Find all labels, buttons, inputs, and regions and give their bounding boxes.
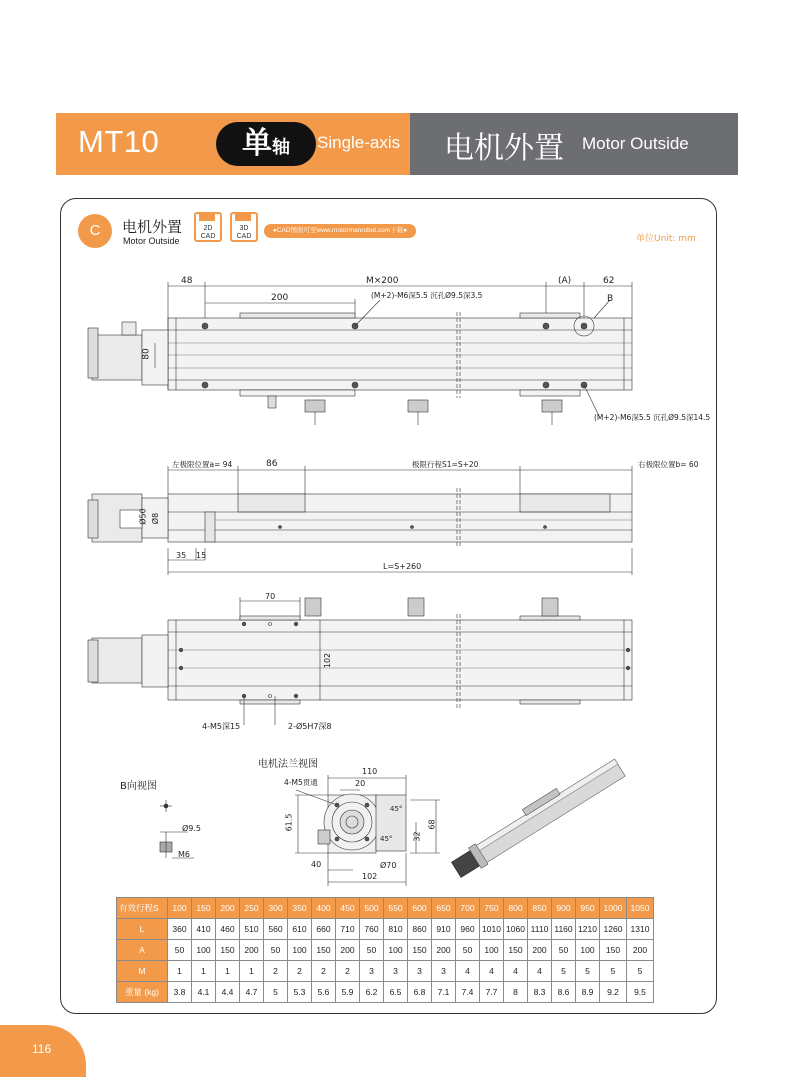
table-cell: 1 <box>240 961 264 982</box>
stroke-cell: 350 <box>288 898 312 919</box>
table-cell: 4 <box>480 961 504 982</box>
table-cell: 200 <box>627 940 654 961</box>
table-cell: 50 <box>456 940 480 961</box>
table-cell: 8.9 <box>576 982 600 1003</box>
table-cell: 910 <box>432 919 456 940</box>
table-cell: 50 <box>552 940 576 961</box>
dim-40: 40 <box>311 860 322 869</box>
table-cell: 4 <box>456 961 480 982</box>
stroke-cell: 250 <box>240 898 264 919</box>
table-cell: 4.7 <box>240 982 264 1003</box>
table-cell: 5.9 <box>336 982 360 1003</box>
table-cell: 150 <box>216 940 240 961</box>
table-cell: 150 <box>312 940 336 961</box>
dim-70: 70 <box>265 592 276 601</box>
dim-45b: 45° <box>380 835 393 843</box>
unit-label: 单位Unit: mm <box>636 234 696 244</box>
table-cell: 100 <box>288 940 312 961</box>
table-row <box>117 982 654 1003</box>
table-cell: 2 <box>312 961 336 982</box>
dia-8: Ø8 <box>151 512 161 525</box>
table-cell: 5.6 <box>312 982 336 1003</box>
table-cell: 6.8 <box>408 982 432 1003</box>
stroke-cell: 450 <box>336 898 360 919</box>
table-cell: 50 <box>168 940 192 961</box>
length-formula: L=S+260 <box>383 562 422 571</box>
table-cell: 3 <box>384 961 408 982</box>
flange-title: 电机法兰视图 <box>258 759 318 770</box>
table-cell: 1110 <box>528 919 552 940</box>
dia-95: Ø9.5 <box>182 824 202 833</box>
table-cell: 100 <box>480 940 504 961</box>
stroke-cell: 500 <box>360 898 384 919</box>
table-cell: 1260 <box>600 919 627 940</box>
table-cell: 1060 <box>504 919 528 940</box>
table-cell: 660 <box>312 919 336 940</box>
m5-note: 4-M5深15 <box>202 722 241 731</box>
left-limit: 左极限位置a= 94 <box>172 460 233 469</box>
table-cell: 200 <box>528 940 552 961</box>
dim-615: 61.5 <box>284 813 294 832</box>
table-cell: 6.5 <box>384 982 408 1003</box>
dia-70: Ø70 <box>380 861 397 870</box>
header-label: 有效行程S <box>117 898 168 919</box>
table-cell: 1 <box>192 961 216 982</box>
table-cell: 2 <box>288 961 312 982</box>
spec-table <box>116 897 654 1003</box>
model-name: MT10 <box>78 124 160 159</box>
table-cell: 1 <box>216 961 240 982</box>
h7-note: 2-Ø5H7深8 <box>288 722 332 731</box>
m6-label: M6 <box>178 850 190 859</box>
table-cell: 9.5 <box>627 982 654 1003</box>
row-label: A <box>117 940 168 961</box>
table-cell: 6.2 <box>360 982 384 1003</box>
stroke-cell: 950 <box>576 898 600 919</box>
table-cell: 5 <box>576 961 600 982</box>
stroke-cell: 400 <box>312 898 336 919</box>
table-cell: 200 <box>240 940 264 961</box>
stroke-cell: 800 <box>504 898 528 919</box>
stroke-cell: 300 <box>264 898 288 919</box>
hole-bottom-note: (M+2)-M6深5.5 沉孔Ø9.5深14.5 <box>594 413 711 422</box>
stroke-cell: 700 <box>456 898 480 919</box>
table-cell: 100 <box>192 940 216 961</box>
table-cell: 150 <box>408 940 432 961</box>
table-cell: 5 <box>552 961 576 982</box>
table-cell: 5.3 <box>288 982 312 1003</box>
table-cell: 8.3 <box>528 982 552 1003</box>
stroke-cell: 1050 <box>627 898 654 919</box>
right-limit: 右极限位置b= 60 <box>638 460 699 469</box>
table-cell: 4 <box>528 961 552 982</box>
stroke-cell: 200 <box>216 898 240 919</box>
axis-cn-big: 单 <box>242 126 272 161</box>
table-cell: 7.4 <box>456 982 480 1003</box>
table-cell: 360 <box>168 919 192 940</box>
dim-35: 35 <box>176 551 187 560</box>
table-cell: 1310 <box>627 919 654 940</box>
table-cell: 150 <box>504 940 528 961</box>
stroke-cell: 750 <box>480 898 504 919</box>
table-cell: 100 <box>576 940 600 961</box>
dia-50: Ø50 <box>138 508 148 525</box>
dim-110: 110 <box>362 767 378 776</box>
dim-15: 15 <box>196 551 207 560</box>
stroke-cell: 650 <box>432 898 456 919</box>
stroke-cell: 1000 <box>600 898 627 919</box>
row-label: M <box>117 961 168 982</box>
axis-cn-small: 轴 <box>272 137 290 158</box>
table-cell: 1010 <box>480 919 504 940</box>
table-cell: 5 <box>264 982 288 1003</box>
label-b: B <box>607 294 614 304</box>
dim-32: 32 <box>412 831 422 842</box>
dim-62: 62 <box>603 276 615 286</box>
dim-a: (A) <box>558 276 572 286</box>
table-row <box>117 919 654 940</box>
table-cell: 760 <box>360 919 384 940</box>
table-cell: 4.4 <box>216 982 240 1003</box>
table-cell: 50 <box>360 940 384 961</box>
table-cell: 410 <box>192 919 216 940</box>
table-cell: 3.8 <box>168 982 192 1003</box>
table-cell: 5 <box>627 961 654 982</box>
dim-102: 102 <box>323 652 333 669</box>
hole-top-note: (M+2)-M6深5.5 沉孔Ø9.5深3.5 <box>371 291 483 300</box>
dim-80: 80 <box>141 348 152 360</box>
table-cell: 50 <box>264 940 288 961</box>
dim-200: 200 <box>271 293 289 303</box>
table-cell: 810 <box>384 919 408 940</box>
table-cell: 100 <box>384 940 408 961</box>
table-cell: 200 <box>336 940 360 961</box>
page-number: 116 <box>32 1042 52 1056</box>
cad-2d-icon[interactable]: 2D CAD <box>194 212 222 242</box>
table-row <box>117 940 654 961</box>
table-cell: 460 <box>216 919 240 940</box>
flange-dim-102: 102 <box>362 872 378 881</box>
stroke-cell: 900 <box>552 898 576 919</box>
table-cell: 1160 <box>552 919 576 940</box>
table-cell: 3 <box>408 961 432 982</box>
stroke-cell: 100 <box>168 898 192 919</box>
stroke-cell: 150 <box>192 898 216 919</box>
table-cell: 8 <box>504 982 528 1003</box>
m5-thru: 4-M5贯通 <box>284 778 318 787</box>
table-cell: 9.2 <box>600 982 627 1003</box>
axis-en: Single-axis <box>317 133 401 152</box>
row-label: L <box>117 919 168 940</box>
table-cell: 1210 <box>576 919 600 940</box>
table-row <box>117 961 654 982</box>
table-cell: 860 <box>408 919 432 940</box>
dim-mx200: M×200 <box>366 276 399 286</box>
stroke-cell: 850 <box>528 898 552 919</box>
dim-20: 20 <box>355 779 366 788</box>
dim-45a: 45° <box>390 805 403 813</box>
row-label: 重量 (kg) <box>117 982 168 1003</box>
table-cell: 200 <box>432 940 456 961</box>
table-cell: 2 <box>264 961 288 982</box>
table-cell: 7.7 <box>480 982 504 1003</box>
dim-86: 86 <box>266 459 278 469</box>
motor-en: Motor Outside <box>582 134 689 153</box>
cad-3d-icon[interactable]: 3D CAD <box>230 212 258 242</box>
dim-48: 48 <box>181 276 193 286</box>
section-letter: C <box>78 214 112 248</box>
table-cell: 2 <box>336 961 360 982</box>
cad-download-note[interactable]: ●CAD图面可至www.motormanrobot.com下载● <box>264 224 416 238</box>
table-cell: 5 <box>600 961 627 982</box>
table-cell: 610 <box>288 919 312 940</box>
stroke-cell: 600 <box>408 898 432 919</box>
table-cell: 3 <box>432 961 456 982</box>
motor-cn: 电机外置 <box>444 131 564 166</box>
table-cell: 7.1 <box>432 982 456 1003</box>
limit-stroke: 极限行程S1=S+20 <box>412 460 479 469</box>
section-title-cn: 电机外置 <box>122 218 183 236</box>
table-cell: 510 <box>240 919 264 940</box>
dim-68: 68 <box>427 819 437 830</box>
table-cell: 4 <box>504 961 528 982</box>
table-cell: 150 <box>600 940 627 961</box>
section-title-en: Motor Outside <box>123 236 180 246</box>
table-cell: 960 <box>456 919 480 940</box>
table-cell: 1 <box>168 961 192 982</box>
table-cell: 4.1 <box>192 982 216 1003</box>
table-header-row <box>117 898 654 919</box>
table-cell: 8.6 <box>552 982 576 1003</box>
stroke-cell: 550 <box>384 898 408 919</box>
table-cell: 560 <box>264 919 288 940</box>
b-view-title: B向视图 <box>120 781 157 792</box>
table-cell: 3 <box>360 961 384 982</box>
table-cell: 710 <box>336 919 360 940</box>
